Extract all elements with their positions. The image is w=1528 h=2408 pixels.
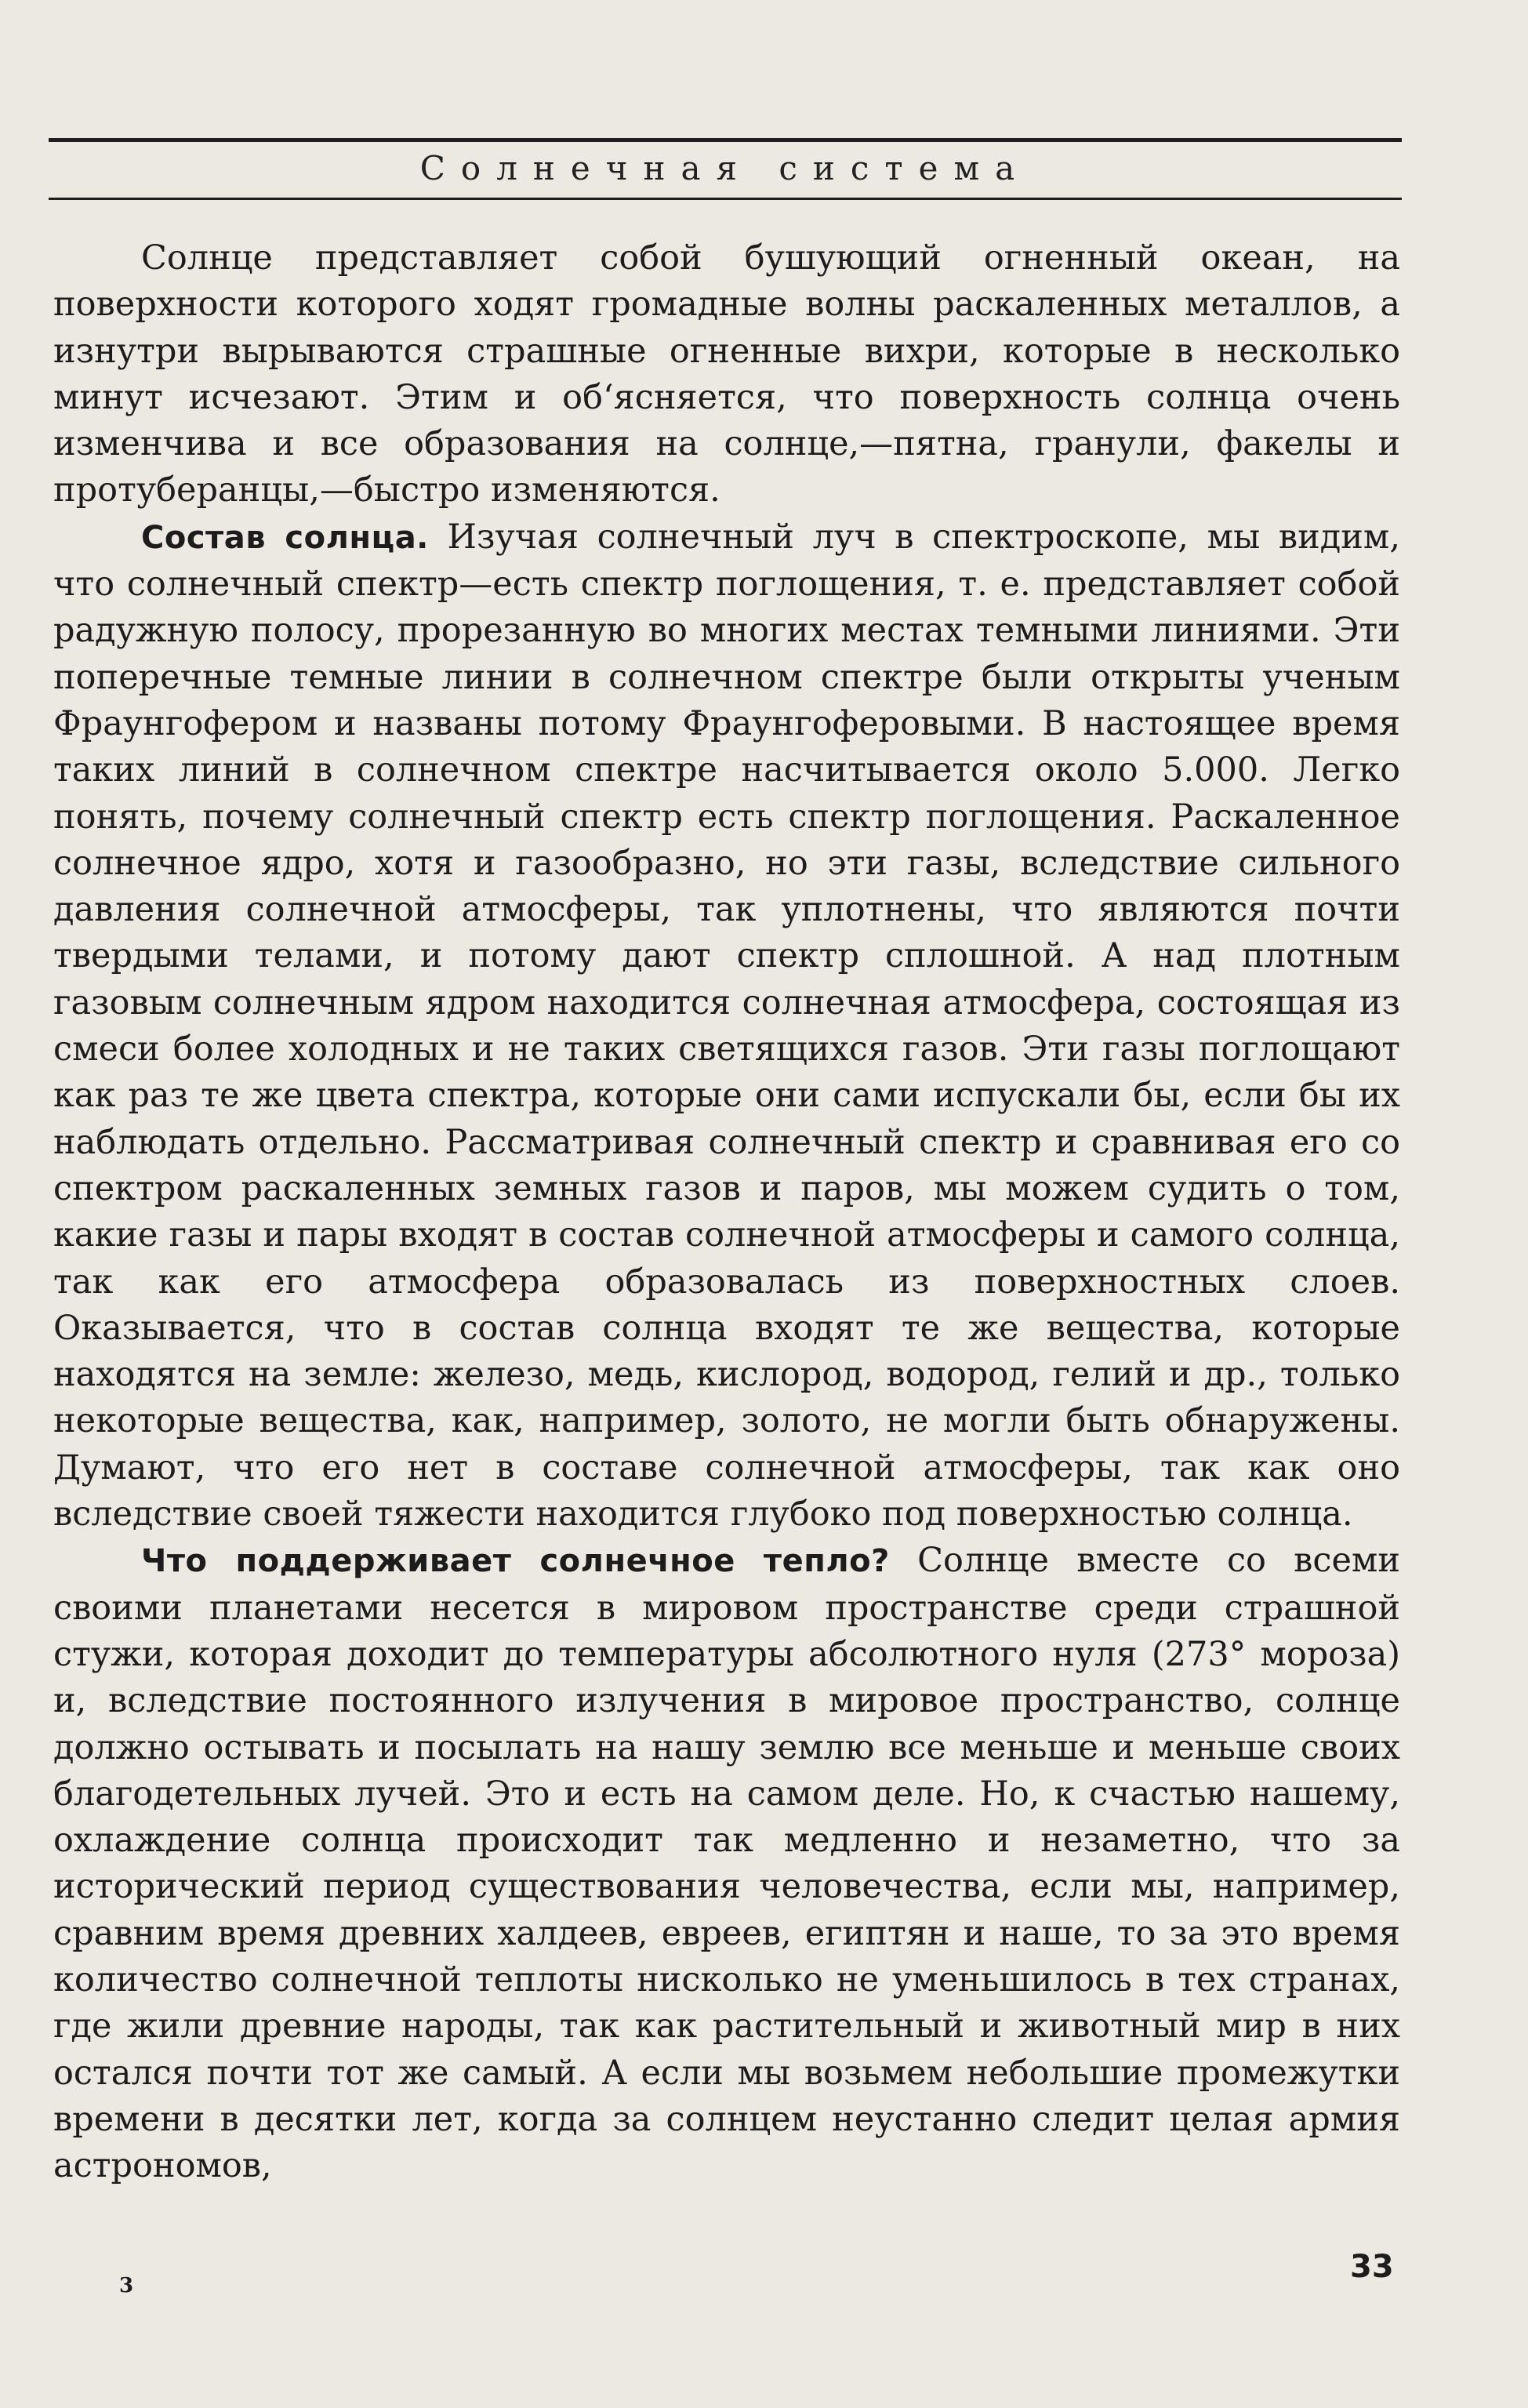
body-text	[53, 235, 1400, 2189]
paragraph-text: Солнце вместе со всеми своими планетами несется в мировом пространстве среди страшной стужи, которая доходит до температуры абсолютного нуля (273° мороза) и, вследствие постоянного излучения в мировое пространство, солнце должно остывать и посылать на нашу землю все меньше и меньше своих благодетельных лучей. Это и есть на самом деле. Но, к счастью нашему, охлаждение солнца происходит так медленно и незаметно, что за исторический период существования человечества, если мы, например, сравним время древних халдеев, евреев, египтян и наше, то за это время количество солнечной теплоты нисколько не уменьшилось в тех странах, где жили древние народы, так как растительный и животный мир в них остался почти тот же самый. А если мы возьмем небольшие промежутки времени в десятки лет, когда за солнцем неустанно следит целая армия астрономов,	[53, 1541, 1401, 2186]
paragraph-sun-heat	[53, 1538, 1400, 2189]
running-title: Солнечная система	[419, 149, 1031, 187]
paragraph-text: Изучая солнечный луч в спектроскопе, мы видим, что солнечный спектр—есть спектр поглощения, т. е. представляет собой радужную полосу, прорезанную во многих местах темными линиями. Эти поперечные темные линии в солнечном спектре были открыты ученым Фраунгофером и названы потому Фраунгоферовыми. В настоящее время таких линий в солнечном спектре насчитывается около 5.000. Легко понять, почему солнечный спектр есть спектр поглощения. Раскаленное солнечное ядро, хотя и газообразно, но эти газы, вследствие сильного давления солнечной атмосферы, так уплотнены, что являются почти твердыми телами, и потому дают спектр сплошной. А над плотным газовым солнечным ядром находится солнечная атмосфера, состоящая из смеси более холодных и не таких светящихся газов. Эти газы поглощают как раз те же цвета спектра, которые они сами испускали бы, если бы их наблюдать отдельно. Рассматривая солнечный спектр и сравнивая его со спектром раскаленных земных газов и паров, мы можем судить о том, какие газы и пары входят в состав солнечной атмосферы и самого солнца, так как его атмосфера образовалась из поверхностных слоев. Оказывается, что в состав солнца входят те же вещества, которые находятся на земле: железо, медь, кислород, водород, гелий и др., только некоторые вещества, как, например, золото, не могли быть обнаружены. Думают, что его нет в составе солнечной атмосферы, так как оно вследствие своей тяжести находится глубоко под поверхностью солнца.	[53, 517, 1400, 1535]
header-rule-bottom	[49, 198, 1402, 200]
page-number: 33	[1350, 2249, 1394, 2285]
paragraph-intro	[53, 235, 1400, 514]
paragraph-text: Солнце представляет собой бушующий огненный океан, на поверхности которого ходят громадные волны раскаленных металлов, а изнутри вырываются страшные огненные вихри, которые в несколько минут исчезают. Этим и об‘ясняется, что поверхность солнца очень изменчива и все образования на солнце,—пятна, гранули, факелы и протуберанцы,—быстро изменяются.	[53, 238, 1400, 510]
paragraph-sun-composition	[53, 514, 1400, 1538]
section-heading: Состав солнца.	[141, 519, 429, 556]
section-heading: Что поддерживает солнечное тепло?	[141, 1543, 890, 1580]
signature-mark: 3	[119, 2274, 134, 2297]
